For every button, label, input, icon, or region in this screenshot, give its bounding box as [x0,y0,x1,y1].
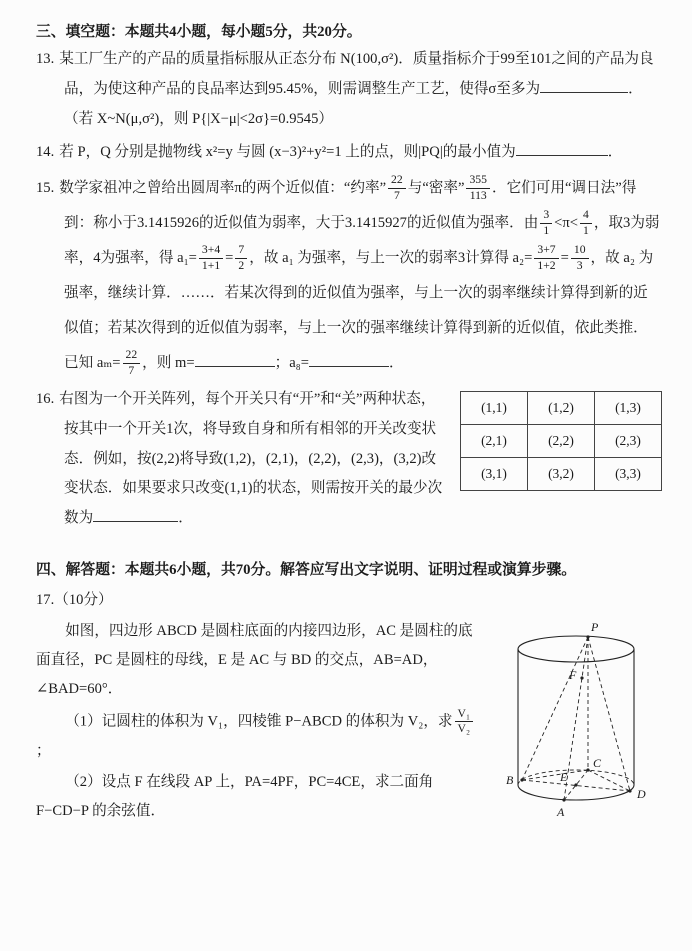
fraction: $\frac{7}{2}$ [235,243,247,273]
section-4-heading: 四、解答题：本题共6小题，共70分。解答应写出文字说明、证明过程或演算步骤。 [36,562,577,579]
question-17-number: 17.（10分） [36,592,113,609]
switch-cell: (1,2) [528,391,595,424]
answer-blank [309,353,389,367]
question-15-text: 数学家祖冲之曾给出圆周率π的两个近似值：“约率” $\frac{22}{7}$ 与“密率” $\frac{355}{113}$ ．它们可用“调日法”得到：称小于3.1415926的近似值为弱率，大于3.1415927的近似值为强率．由 $\frac{3}{1}$ <π< $\frac{4}{1}$ ，取3为弱率，4为强率，得 a₁= $\frac{3+4}{1+1}$ = $\frac{7}{2}$ ，故 a₁ 为强率，与上一次的弱率3计算得 a₂= $\frac{3+7}{1+2}$ = $\frac{10}{3}$ ，故 a₂ 为强率，继续计算．……．若某次得到的近似值为强率，与上一次的弱率继续计算得到新的近似值；若某次得到的近似值为弱率，与上一次的强率继续计算得到新的近似值，依此类推．已知 aₘ= $\frac{22}{7}$ ，则 m= ；a₈= ． [59,173,660,377]
answer-blank [93,508,178,522]
question-17-paragraph-1: 如图，四边形 ABCD 是圆柱底面的内接四边形，AC 是圆柱的底面直径，PC 是圆柱的母线，E 是 AC 与 BD 的交点，AB=AD，∠BAD=60°． [36,622,473,698]
figure-labels [506,620,646,819]
question-13-text: 某工厂生产的产品的质量指标服从正态分布 N(100,σ²)．质量指标介于99至101之间的产品为良品，为使这种产品的良品率达到95.45%，则需调整生产工艺，使得σ至多为 ．（若 X~N(μ,σ²)，则 P{|X−μ|<2σ}=0.9545） [59,51,654,127]
question-13-number: 13. [36,51,55,67]
point-label-B: B [506,772,514,787]
switch-cell: (2,2) [528,424,595,457]
fraction: $\frac{4}{1}$ [580,208,592,238]
point-label-C: C [593,755,602,770]
switch-cell: (2,1) [461,424,528,457]
point-label-E: E [560,769,568,784]
answer-blank [195,353,275,367]
point-label-F: F [569,667,577,682]
answer-blank [516,142,608,156]
point-label-P: P [591,619,599,634]
fraction: $\frac{3}{1}$ [540,208,552,238]
point-label-A: A [557,804,565,819]
point-label-D: D [637,786,646,801]
section-3-heading: 三、填空题：本题共4小题，每小题5分，共20分。 [36,24,362,40]
question-17-body [36,617,662,826]
fraction: $\frac{10}{3}$ [571,243,589,273]
fraction: $\frac{22}{7}$ [123,348,141,378]
fraction: $\frac{355}{113}$ [466,173,490,203]
switch-cell: (3,1) [461,457,528,490]
switch-row [461,457,662,490]
question-15-number: 15. [36,179,55,196]
question-17 [36,587,662,826]
question-16-text: 右图为一个开关阵列，每个开关只有“开”和“关”两种状态，按其中一个开关1次，将导致自身和所有相邻的开关改变状态．例如，按(2,2)将导致(1,2)，(2,1)，(2,2)，(2,3)，(3,2)改变状态．如果要求只改变(1,1)的状态，则需按开关的最少次数为 ． [59,390,443,527]
question-14-number: 14. [36,143,55,160]
switch-cell: (3,3) [595,457,662,490]
fraction: $\frac{22}{7}$ [388,173,406,203]
question-14 [36,138,662,168]
question-17-paragraph-3: （2）设点 F 在线段 AP 上，PA=4PF，PC=4CE，求二面角 F−CD−P 的余弦值． [36,773,434,820]
fraction: $\frac{3+4}{1+1}$ [199,243,223,273]
switch-cell: (2,3) [595,424,662,457]
switch-cell: (1,1) [461,391,528,424]
question-14-text: 若 P，Q 分别是抛物线 x²=y 与圆 (x−3)²+y²=1 上的点，则|PQ|的最小值为 ． [59,143,623,160]
cylinder-outline [518,636,634,800]
question-13 [36,45,662,135]
fraction: $\frac{\text{V₁}}{\text{V₂}}$ [455,707,474,737]
figure-points [520,635,631,801]
question-16-number: 16. [36,390,55,407]
switch-cell: (1,3) [595,391,662,424]
switch-row [461,391,662,424]
question-16-block [36,385,662,535]
question-15 [36,171,662,381]
cylinder-pyramid-figure [492,619,662,821]
fraction: $\frac{3+7}{1+2}$ [534,243,558,273]
answer-blank [540,79,628,93]
question-17-paragraph-2: （1）记圆柱的体积为 V₁，四棱锥 P−ABCD 的体积为 V₂，求 $\frac{\text{V₁}}{\text{V₂}}$ ； [36,707,662,766]
switch-cell: (3,2) [528,457,595,490]
switch-row [461,424,662,457]
switch-grid-table [460,391,662,491]
